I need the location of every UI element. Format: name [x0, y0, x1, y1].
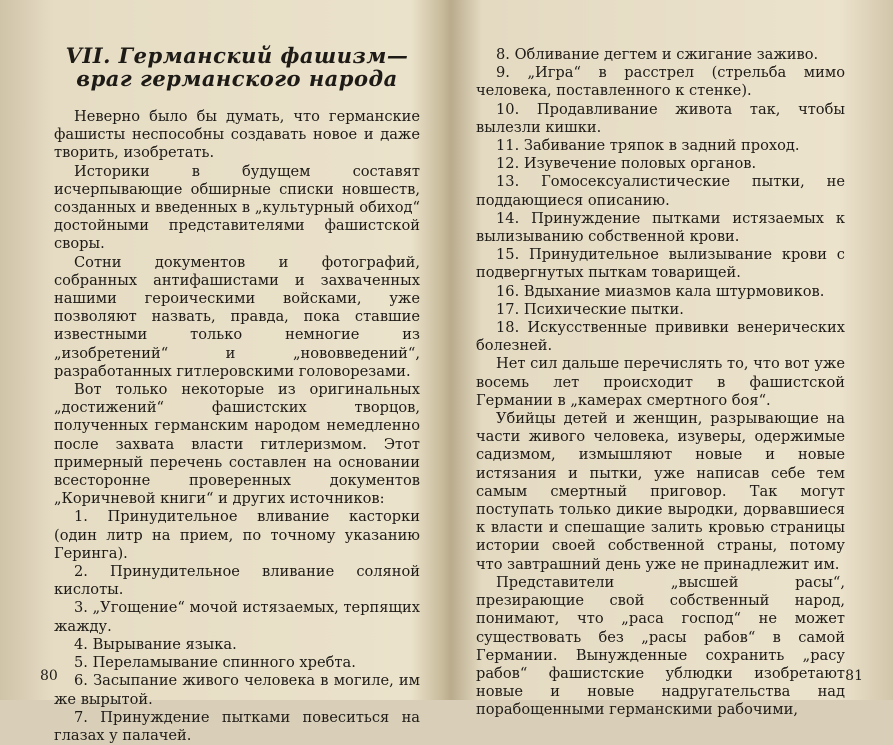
- paragraph: Историки в будущем составят исчерпывающие обширные списки новшеств, созданных и введенных в „культурный обиход“ достойными представителями фашистской своры.: [54, 162, 420, 253]
- list-item: 8. Обливание дегтем и сжигание заживо.: [496, 46, 819, 63]
- list-item: 10. Продавливание живота так, чтобы вылезли кишки.: [476, 100, 845, 136]
- paragraph: Убийцы детей и женщин, разрывающие на части живого человека, изуверы, одержимые садизмом, измышляют новые и новые истязания и пытки, уже написав себе тем самым смертный приговор. Так могут поступать только дикие выродки, дорвавшиеся к власти и спешащие залить кровью страницы истории своей собственной страны, потому что завтрашний день уже не принадлежит им.: [476, 410, 845, 573]
- page-number: 80: [40, 668, 58, 684]
- paragraph: Вот только некоторые из оригинальных „достижений“ фашистских творцов, полученных германским народом немедленно после захвата власти гитлеризмом. Этот примерный перечень составлен на основании всесторонне проверенных документов „Коричневой книги“ и других источников:: [54, 381, 420, 508]
- list-item: 16. Вдыхание миазмов кала штурмовиков.: [496, 282, 825, 300]
- list-item: 2. Принудительное вливание соляной кислоты.: [54, 563, 420, 599]
- paragraph: Неверно было бы думать, что германские фашисты неспособны создавать новое и даже творить, изобретать.: [54, 108, 420, 162]
- list-item: 15. Принудительное вылизывание крови с подвергнутых пыткам товарищей.: [476, 246, 845, 282]
- list-item: 12. Изувечение половых органов.: [496, 155, 757, 173]
- right-page: [450, 0, 893, 719]
- paragraph: Нет сил дальше перечислять то, что вот уже восемь лет происходит в фашистской Германии в „камерах смертного боя“.: [476, 355, 845, 409]
- paragraph: Сотни документов и фотографий, собранных антифашистами и захваченных нашими героическими войсками, уже позволяют назвать, правда, пока ставшие известными только немногие из „изобретений“ и „нововведений“, разработанных гитлеровскими головорезами.: [54, 253, 420, 380]
- list-item: 5. Переламывание спинного хребта.: [74, 654, 356, 672]
- list-item: 3. „Угощение“ мочой истязаемых, терпящих жажду.: [54, 599, 420, 635]
- paragraph: Представители „высшей расы“, презирающие свой собственный народ, понимают, что „раса господ“ не может существовать без „расы рабов“ в самой Германии. Вынужденные сохранить „расу рабов“ фашистские ублюдки изобретают новые и новые надругательства над порабощенными германскими рабочими,: [476, 573, 845, 719]
- list-item: 13. Гомосексуалистические пытки, не поддающиеся описанию.: [476, 173, 845, 209]
- list-item: 17. Психические пытки.: [496, 300, 684, 318]
- list-item: 4. Вырывание языка.: [74, 635, 237, 653]
- list-item: 14. Принуждение пытками истязаемых к вылизыванию собственной крови.: [476, 209, 845, 246]
- list-item: 7. Принуждение пытками повеситься на глазах у палачей.: [54, 708, 420, 744]
- chapter-title: [54, 44, 420, 90]
- chapter-title-line-1: VII. Германский фашизм—: [65, 43, 409, 68]
- list-item: 6. Засыпание живого человека в могиле, им же вырытой.: [54, 672, 420, 708]
- chapter-title-line-2: враг германского народа: [76, 66, 398, 91]
- list-item: 18. Искусственные прививки венерических болезней.: [476, 319, 845, 355]
- page-number: 81: [845, 668, 863, 684]
- left-page: [0, 0, 446, 744]
- list-item: 11. Забивание тряпок в задний проход.: [496, 137, 800, 155]
- list-item: 1. Принудительное вливание касторки (один литр на прием, по точному указанию Геринга).: [54, 508, 420, 562]
- list-item: 9. „Игра“ в расстрел (стрельба мимо человека, поставленного к стенке).: [476, 64, 845, 100]
